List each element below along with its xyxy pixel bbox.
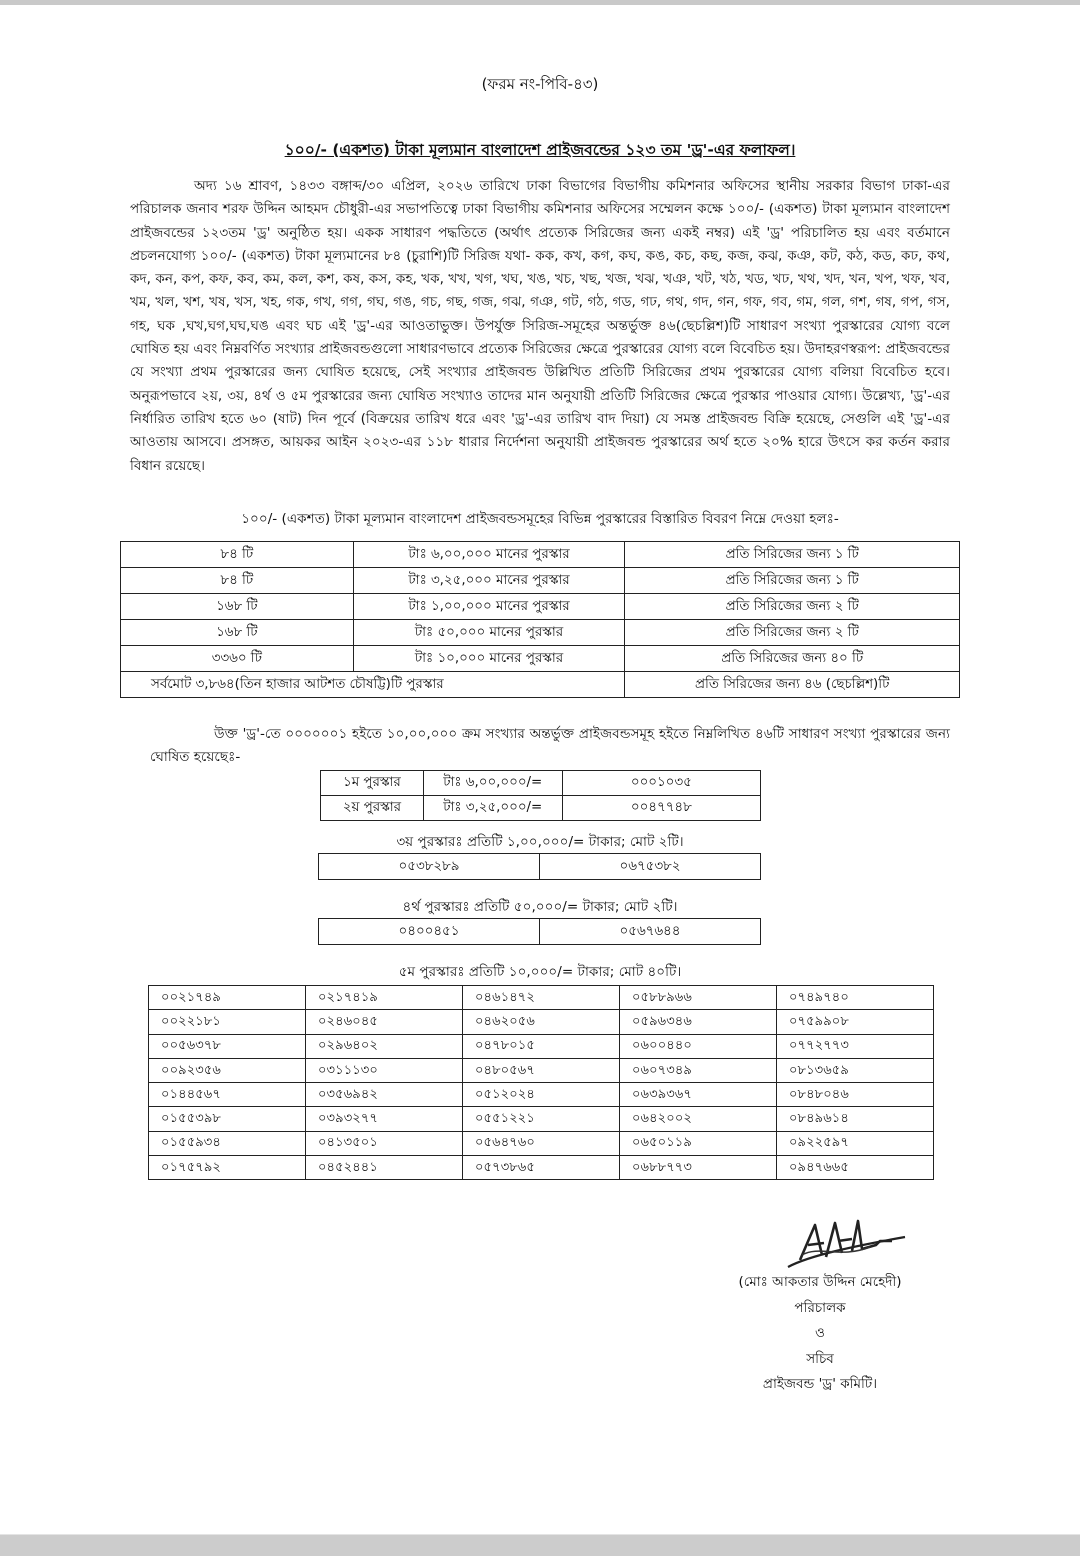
main-paragraph-text: অদ্য ১৬ শ্রাবণ, ১৪৩৩ বঙ্গাব্দ/৩০ এপ্রিল, ২০২৬ তারিখে ঢাকা বিভাগের বিভাগীয় কমিশনার অফিসের স্থানীয় সরকার বিভাগ ঢাকা-এর পরিচালক জনাব শরফ উদ্দিন আহমদ চৌধুরী-এর সভাপতিত্বে ঢাকা বিভাগীয় কমিশনার অফিসের সম্মেলন কক্ষে ১০০/- (একশত) টাকা মূল্যমান বাংলাদেশ প্রাইজবন্ডের ১২৩তম 'ড্র' অনুষ্ঠিত হয়। একক সাধারণ পদ্ধতিতে (অর্থাৎ প্রত্যেক সিরিজের জন্য একই নম্বর) এই 'ড্র' পরিচালিত হয় এবং বর্তমানে প্রচলনযোগ্য ১০০/- (একশত) টাকা মূল্যমানের ৮৪ (চুরাশি)টি সিরিজ যথা- কক, কখ, কগ, কঘ, কঙ, কচ, কছ, কজ, কঝ, কঞ, কট, কঠ, কড, কঢ, কথ, কদ, কন, কপ, কফ, কব, কম, কল, কশ, কষ, কস, কহ, খক, খখ, খগ, খঘ, খঙ, খচ, খছ, খজ, খঝ, খঞ, খট, খঠ, খড, খঢ, খথ, খদ, খন, খপ, খফ, খব, খম, খল, খশ, খষ, খস, খহ, গক, গখ, গগ, গঘ, গঙ, গচ, গছ, গজ, গঝ, গঞ, গট, গঠ, গড, গঢ, গথ, গদ, গন, গফ, গব, গম, গল, গশ, গষ, গপ, গস, গহ, ঘক ,ঘখ,ঘগ,ঘঘ,ঘঙ এবং ঘচ এই 'ড্র'-এর আওতাভুক্ত। উপর্যুক্ত সিরিজ-সমূহের অন্তর্ভুক্ত ৪৬(ছেচল্লিশ)টি সাধারণ সংখ্যা পুরস্কারের যোগ্য বলে ঘোষিত হয় এবং নিম্নবর্ণিত সংখ্যার প্রাইজবন্ডগুলো সাধারণভাবে প্রত্যেক সিরিজের ক্ষেত্রে পুরস্কারের যোগ্য বলে বিবেচিত হয়। উদাহরণস্বরূপ: প্রাইজবন্ডের যে সংখ্যা প্রথম পুরস্কারের জন্য ঘোষিত হয়েছে, সেই সংখ্যার প্রাইজবন্ড উল্লিখিত প্রতিটি সিরিজের প্রথম পুরস্কারের যোগ্য বলিয়া বিবেচিত হবে। অনুরূপভাবে ২য়, ৩য়, ৪র্থ ও ৫ম পুরস্কারের জন্য ঘোষিত সংখ্যাও তাদের মান অনুযায়ী প্রতিটি সিরিজের ক্ষেত্রে পুরস্কার পাওয়ার যোগ্য। উল্লেখ্য, 'ড্র'-এর নির্ধারিত তারিখ হতে ৬০ (ষাট) দিন পূর্বে (বিক্রয়ের তারিখ ধরে এবং 'ড্র'-এর তারিখ বাদ দিয়া) যে সমস্ত প্রাইজবন্ড বিক্রি হয়েছে, সেগুলি এই 'ড্র'-এর আওতায় আসবে। প্রসঙ্গত, আয়কর আইন ২০২৩-এর ১১৮ ধারার নির্দেশনা অনুযায়ী প্রাইজবন্ড পুরস্কারের অর্থ হতে ২০% হারে উৎসে কর কর্তন করার বিধান রয়েছে। [130, 178, 950, 474]
prize-value: টাঃ ৩,২৫,০০০ মানের পুরস্কার [353, 568, 625, 594]
handwritten-signature-icon [780, 1215, 910, 1275]
signature-block [700, 1195, 940, 1395]
table-row [121, 542, 960, 568]
prize-number: ০৫৬৪৭৬০ [462, 1131, 619, 1155]
total-per-series: প্রতি সিরিজের জন্য ৪৬ (ছেচল্লিশ)টি [625, 672, 960, 698]
prize-number: ০৪০০৪৫১ [319, 919, 540, 945]
table-row [149, 1010, 934, 1034]
prize-number: ০২১৭৪১৯ [305, 986, 462, 1010]
prize-number: ০৫৬৭৬৪৪ [540, 919, 761, 945]
prize-number: ০৭৫৯৯০৮ [776, 1010, 933, 1034]
table-row [121, 594, 960, 620]
table-total-row [121, 672, 960, 698]
table-row [149, 1034, 934, 1058]
prize-number: ০২৯৬৪০২ [305, 1034, 462, 1058]
prize-value: টাঃ ৬,০০,০০০ মানের পুরস্কার [353, 542, 625, 568]
document-page [0, 5, 1080, 1534]
prize-count: ৮৪ টি [121, 542, 354, 568]
prize-number: ০৭৭২৭৭৩ [776, 1034, 933, 1058]
document-title: ১০০/- (একশত) টাকা মূল্যমান বাংলাদেশ প্রাইজবন্ডের ১২৩ তম 'ড্র'-এর ফলাফল। [284, 141, 796, 159]
table-row [149, 1083, 934, 1107]
prize-number: ০৪৬২০৫৬ [462, 1010, 619, 1034]
table-row [149, 986, 934, 1010]
prize-number: ০৫৩৮২৮৯ [319, 854, 540, 880]
table-row [319, 919, 761, 945]
prize-number: ০৫৭৩৮৬৫ [462, 1156, 619, 1180]
table-row [121, 646, 960, 672]
prize-number: ০৫৫১২২১ [462, 1107, 619, 1131]
prize-number: ০৬০৭৩৪৯ [619, 1058, 776, 1082]
prize-number: ০১৫৫৯৩৪ [149, 1131, 306, 1155]
prize-per-series: প্রতি সিরিজের জন্য ২ টি [625, 620, 960, 646]
prize-number: ০১৪৪৫৬৭ [149, 1083, 306, 1107]
signatory-designation-2: সচিব [806, 1350, 834, 1367]
top-prizes-table [320, 770, 761, 821]
prize-number: ০৬৩৯৩৬৭ [619, 1083, 776, 1107]
signatory-conjunction: ও [815, 1325, 825, 1341]
winners-intro-text: উক্ত 'ড্র'-তে ০০০০০০১ হইতে ১০,০০,০০০ ক্রম সংখ্যার অন্তর্ভুক্ত প্রাইজবন্ডসমূহ হইতে নিম্নলিখিত ৪৬টি সাধারণ সংখ্যা পুরস্কারের জন্য ঘোষিত হয়েছেঃ- [150, 726, 950, 766]
prize-number: ০০২২১৮১ [149, 1010, 306, 1034]
prize-number: ০৯২২৫৯৭ [776, 1131, 933, 1155]
prize-number: ০৭৪৯৭৪০ [776, 986, 933, 1010]
prize-number: ০৬৪২০০২ [619, 1107, 776, 1131]
prize-amount: টাঃ ৩,২৫,০০০/= [423, 796, 562, 821]
winners-intro [150, 723, 950, 770]
prize-amount: টাঃ ৬,০০,০০০/= [423, 771, 562, 796]
prize-number: ০১৭৫৭৯২ [149, 1156, 306, 1180]
table-row [121, 568, 960, 594]
table-row [319, 854, 761, 880]
third-prize-heading: ৩য় পুরস্কারঃ প্রতিটি ১,০০,০০০/= টাকার; মোট ২টি। [396, 834, 684, 850]
prize-number: ০৪৫২৪৪১ [305, 1156, 462, 1180]
prize-number: ০৮৪৮০৪৬ [776, 1083, 933, 1107]
prize-per-series: প্রতি সিরিজের জন্য ২ টি [625, 594, 960, 620]
fourth-prize-table [318, 918, 761, 945]
prize-number: ০৮১৩৬৫৯ [776, 1058, 933, 1082]
prize-count: ১৬৮ টি [121, 594, 354, 620]
table-row [121, 620, 960, 646]
prize-number: ০৬৮৮৭৭৩ [619, 1156, 776, 1180]
fifth-prize-table [148, 985, 934, 1180]
prize-number: ০৬৭৫৩৮২ [540, 854, 761, 880]
prize-number: ০০০১০৩৫ [562, 771, 760, 796]
prize-number: ০৫৮৮৯৬৬ [619, 986, 776, 1010]
form-number: (ফরম নং-পিবি-৪৩) [481, 75, 599, 93]
prize-count: ১৬৮ টি [121, 620, 354, 646]
prize-number: ০৮৪৯৬১৪ [776, 1107, 933, 1131]
total-prizes: সর্বমোট ৩,৮৬৪(তিন হাজার আটশত চৌষট্টি)টি পুরস্কার [121, 672, 625, 698]
prize-number: ০৫৯৬৩৪৬ [619, 1010, 776, 1034]
prize-number: ০৬০০৪৪০ [619, 1034, 776, 1058]
prize-number: ০৩৫৬৯৪২ [305, 1083, 462, 1107]
signatory-designation: পরিচালক [794, 1299, 846, 1316]
prize-number: ০৪১৩৫০১ [305, 1131, 462, 1155]
prize-number: ০৯৪৭৬৬৫ [776, 1156, 933, 1180]
prize-per-series: প্রতি সিরিজের জন্য ১ টি [625, 542, 960, 568]
prize-number: ০৪৬১৪৭২ [462, 986, 619, 1010]
prize-number: ০৫১২০২৪ [462, 1083, 619, 1107]
prize-per-series: প্রতি সিরিজের জন্য ১ টি [625, 568, 960, 594]
prize-number: ০০৪৭৭৪৮ [562, 796, 760, 821]
prize-per-series: প্রতি সিরিজের জন্য ৪০ টি [625, 646, 960, 672]
prize-number: ০৩৯৩২৭৭ [305, 1107, 462, 1131]
prize-value: টাঃ ১০,০০০ মানের পুরস্কার [353, 646, 625, 672]
prize-count: ৮৪ টি [121, 568, 354, 594]
prize-number: ০০৫৬৩৭৮ [149, 1034, 306, 1058]
prize-number: ০৪৭৮০১৫ [462, 1034, 619, 1058]
prize-number: ০২৪৬০৪৫ [305, 1010, 462, 1034]
signatory-details [700, 1270, 940, 1398]
main-paragraph [130, 175, 950, 478]
prize-number: ০১৫৫৩৯৮ [149, 1107, 306, 1131]
prize-number: ০০২১৭৪৯ [149, 986, 306, 1010]
table-row [149, 1131, 934, 1155]
signatory-committee: প্রাইজবন্ড 'ড্র' কমিটি। [762, 1376, 878, 1392]
table-row [321, 771, 761, 796]
prize-label: ২য় পুরস্কার [321, 796, 424, 821]
prize-value: টাঃ ১,০০,০০০ মানের পুরস্কার [353, 594, 625, 620]
prize-number: ০৪৮০৫৬৭ [462, 1058, 619, 1082]
signatory-name: (মোঃ আকতার উদ্দিন মেহেদী) [738, 1274, 902, 1290]
table-row [149, 1107, 934, 1131]
third-prize-table [318, 853, 761, 880]
prize-summary-table [120, 541, 960, 698]
table-row [149, 1058, 934, 1082]
prize-label: ১ম পুরস্কার [321, 771, 424, 796]
prize-number: ০৩১১১৩০ [305, 1058, 462, 1082]
bottom-edge-bar [0, 1534, 1080, 1556]
fourth-prize-heading: ৪র্থ পুরস্কারঃ প্রতিটি ৫০,০০০/= টাকার; মোট ২টি। [402, 899, 678, 915]
fifth-prize-heading: ৫ম পুরস্কারঃ প্রতিটি ১০,০০০/= টাকার; মোট ৪০টি। [398, 964, 682, 980]
details-heading: ১০০/- (একশত) টাকা মূল্যমান বাংলাদেশ প্রাইজবন্ডসমূহের বিভিন্ন পুরস্কারের বিস্তারিত বিবরণ নিম্নে দেওয়া হলঃ- [241, 511, 839, 527]
table-row [321, 796, 761, 821]
prize-number: ০৬৫০১১৯ [619, 1131, 776, 1155]
prize-number: ০০৯২৩৫৬ [149, 1058, 306, 1082]
prize-count: ৩৩৬০ টি [121, 646, 354, 672]
prize-value: টাঃ ৫০,০০০ মানের পুরস্কার [353, 620, 625, 646]
table-row [149, 1156, 934, 1180]
